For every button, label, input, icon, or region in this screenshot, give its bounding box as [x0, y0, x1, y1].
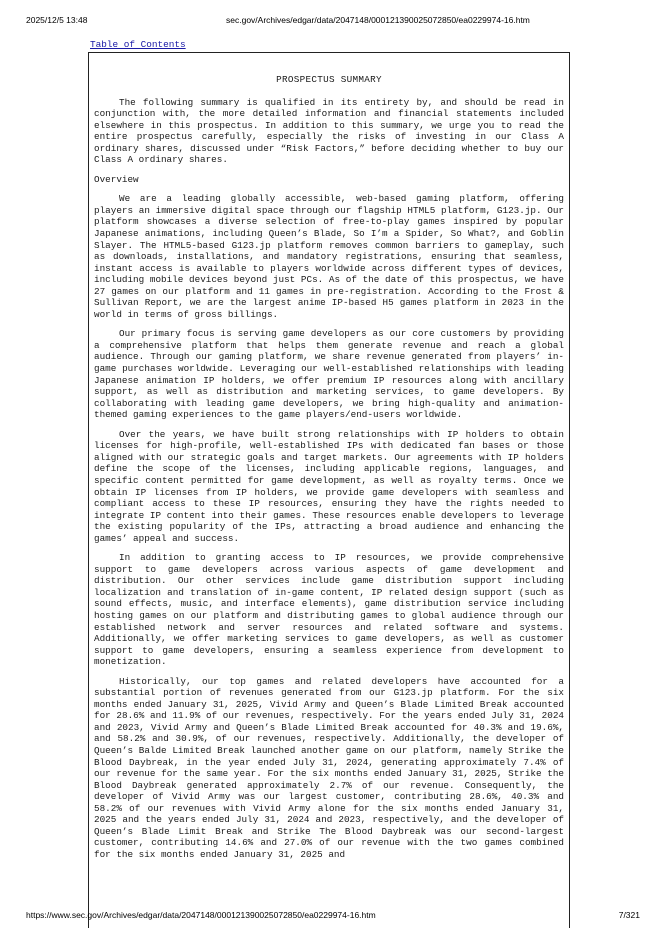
intro-paragraph: The following summary is qualified in its entirety by, and should be read in conjunction with, the more detailed information and financial statements included elsewhere in this prospectus. In addition to this summary, we urge you to read the entire prospectus carefully, especially the risks of investing in our Class A ordinary shares, discussed under “Risk Factors,” before deciding whether to buy our Class A ordinary shares.: [94, 96, 564, 166]
overview-heading: Overview: [94, 173, 139, 185]
print-footer-url: https://www.sec.gov/Archives/edgar/data/2047148/000121390025072850/ea0229974-16.htm: [26, 910, 376, 920]
print-header-url: sec.gov/Archives/edgar/data/2047148/000121390025072850/ea0229974-16.htm: [226, 15, 530, 25]
print-datetime: 2025/12/5 13:48: [26, 15, 88, 25]
overview-paragraph-3: Over the years, we have built strong relationships with IP holders to obtain licenses for high-profile, well-established IPs with dedicated fan bases or those aligned with our strategic goals and target markets. Our agreements with IP holders define the scope of the licenses, including applicable regions, languages, and specific content permitted for game development, as well as royalty terms. Once we obtain IP licenses from IP holders, we provide game developers with seamless and compliant access to these IP resources, ensuring they have the rights needed to integrate IP content into their games. These resources enable developers to leverage the existing popularity of the IPs, attracting a broad audience and enhancing the games’ appeal and success.: [94, 428, 564, 544]
table-of-contents-link[interactable]: Table of Contents: [90, 39, 186, 50]
document-body: [89, 53, 569, 860]
document-frame: [88, 52, 570, 928]
overview-paragraph-2: Our primary focus is serving game developers as our core customers by providing a comprehensive platform that helps them generate revenue and reach a global audience. Through our gaming platform, we share revenue generated from players’ in-game purchases worldwide. Leveraging our well-established relationships with leading Japanese animation IP holders, we offer premium IP resources along with ancillary support, as well as distribution and marketing services, to game developers. By collaborating with leading game developers, we bring high-quality and animation-themed gaming experiences to the game players/end-users worldwide.: [94, 328, 564, 421]
overview-paragraph-5: Historically, our top games and related developers have accounted for a substantial portion of revenues generated from our G123.jp platform. For the six months ended January 31, 2025, Vivid Army and Queen’s Blade Limited Break accounted for 28.6% and 11.9% of our revenues, respectively. For the years ended July 31, 2024 and 2023, Vivid Army and Queen’s Blade Limited Break accounted for 40.3% and 19.6%, and 58.2% and 30.9%, of our revenues, respectively. Additionally, the developer of Queen’s Balde Limited Break launched another game on our platform, namely Strike the Blood Daybreak, in the year ended July 31, 2024, generating approximately 7.4% of our revenue for the same year. For the six months ended January 31, 2025, Strike the Blood Daybreak generated approximately 2.7% of our revenue. Consequently, the developer of Vivid Army was our largest customer, contributing 28.6%, 40.3% and 58.2% of our revenues with Vivid Army alone for the six months ended January 31, 2025 and the years ended July 31, 2024 and 2023, respectively, and the developer of Queen’s Blade Limit Break and Strike The Blood Daybreak was our second-largest customer, contributing 14.6% and 27.0% of our revenue with the two games combined for the six months ended January 31, 2025 and: [94, 675, 564, 860]
overview-paragraph-4: In addition to granting access to IP resources, we provide comprehensive support to game developers across various aspects of game development and distribution. Our other services include game distribution support including localization and translation of in-game content, IP related design support (such as sound effects, music, and interface elements), game distribution service including hosting games on our platform and distributing games to global audience through our established network and server resources and related software and systems. Additionally, we offer marketing services to game developers, as well as customer support to game developers, ensuring a seamless experience from development to monetization.: [94, 552, 564, 668]
print-header: [26, 15, 640, 29]
page-number: 7/321: [618, 910, 640, 920]
overview-paragraph-1: We are a leading globally accessible, web-based gaming platform, offering players an immersive digital space through our flagship HTML5 platform, G123.jp. Our platform showcases a diverse selection of free-to-play games inspired by popular Japanese animations, including Queen’s Blade, So I’m a Spider, So What?, and Goblin Slayer. The HTML5-based G123.jp platform removes common barriers to gameplay, such as downloads, installations, and mandatory registrations, ensuring that seamless, instant access is available to players worldwide across different types of devices, including mobile devices beyond just PCs. As of the date of this prospectus, we have 27 games on our platform and 11 games in pre-registration. According to the Frost & Sullivan Report, we are the largest anime IP-based H5 games platform in 2023 in the world in terms of gross billings.: [94, 193, 564, 320]
print-footer: [26, 910, 640, 924]
section-title: PROSPECTUS SUMMARY: [276, 74, 382, 85]
